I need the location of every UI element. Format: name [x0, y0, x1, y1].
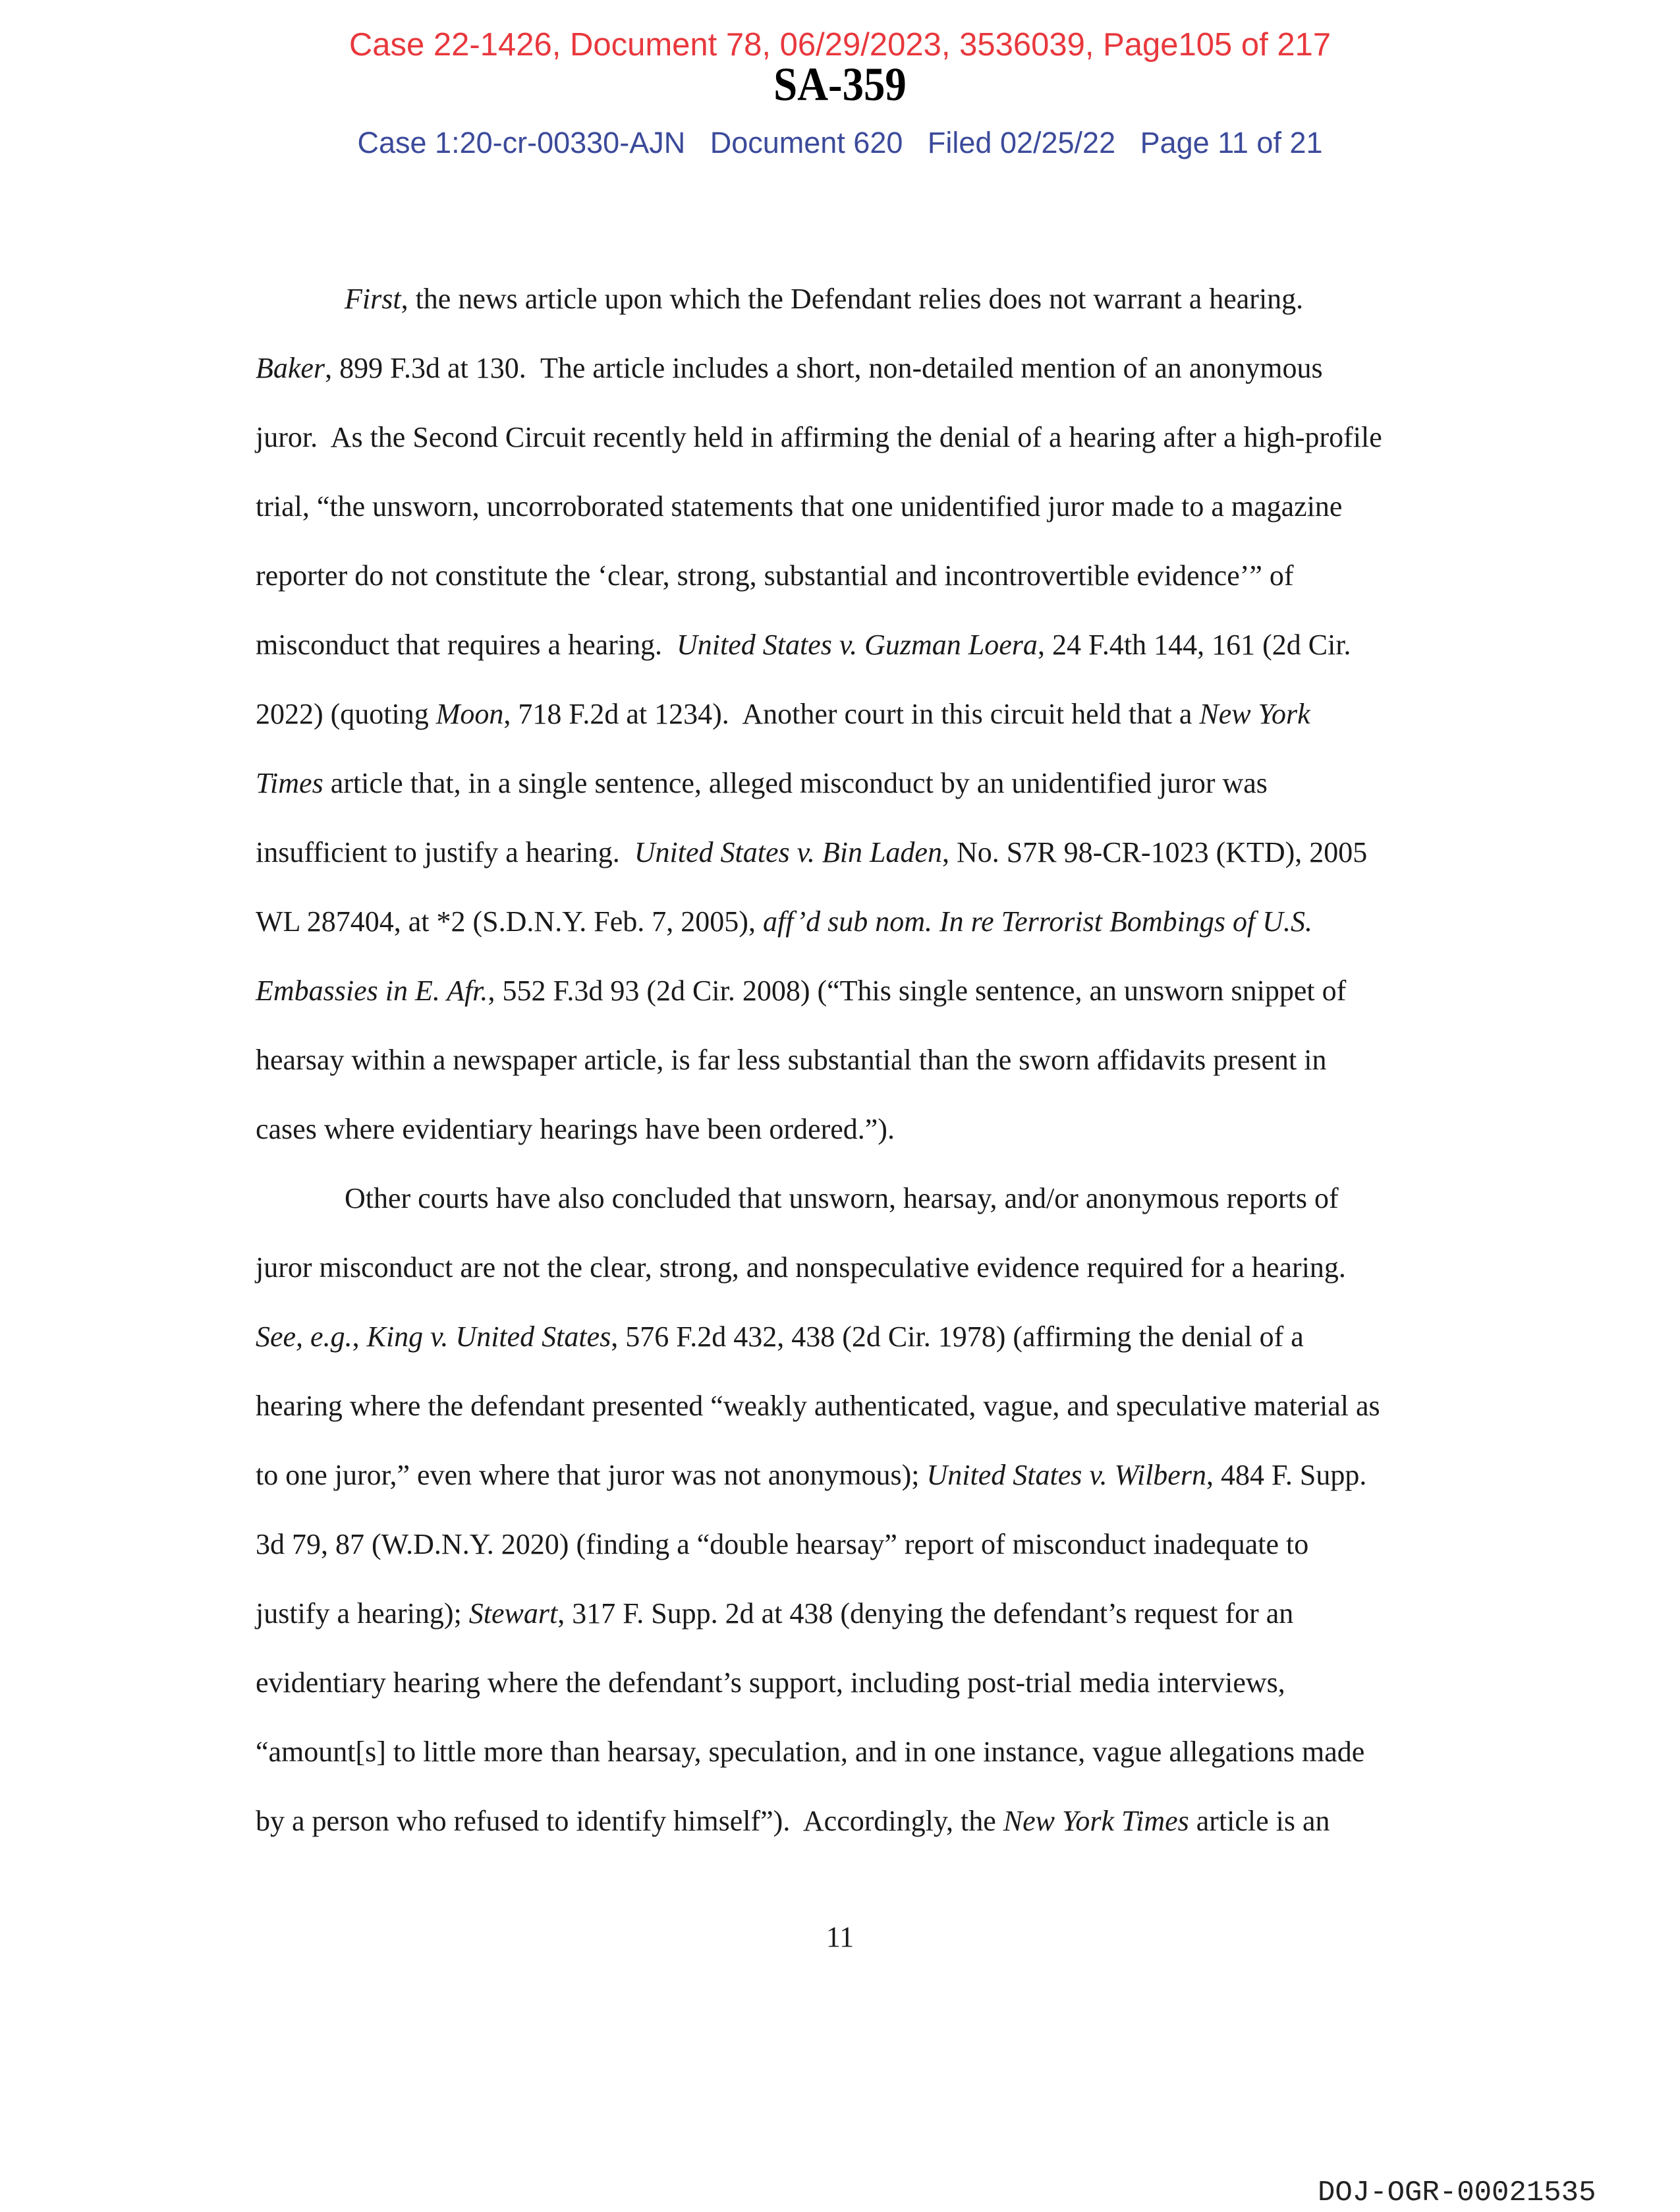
body-line — [256, 354, 1323, 383]
body-line — [256, 1599, 1293, 1628]
body-text-segment: 2022) (quoting — [256, 698, 436, 730]
body-text-segment: , 899 F.3d at 130. The article includes a short, non-detailed mention of an anonymous — [325, 352, 1323, 384]
body-line — [256, 1392, 1380, 1421]
citation-italic-text: Moon — [435, 698, 504, 730]
body-text-segment: 3d 79, 87 (W.D.N.Y. 2020) (finding a “double hearsay” report of misconduct inadequate to — [256, 1528, 1309, 1560]
citation-italic-text: Embassies in E. Afr. — [256, 975, 488, 1007]
body-line — [256, 700, 1310, 729]
body-text-segment: , the news article upon which the Defendant relies does not warrant a hearing. — [401, 283, 1304, 315]
body-text-segment: juror. As the Second Circuit recently held in affirming the denial of a hearing after a high-profile — [256, 421, 1382, 453]
body-line — [256, 492, 1342, 521]
body-text-segment: evidentiary hearing where the defendant’s support, including post-trial media interviews, — [256, 1666, 1285, 1699]
citation-italic-text: First — [345, 283, 401, 315]
body-line — [256, 423, 1382, 452]
body-text-segment: insufficient to justify a hearing. — [256, 836, 634, 868]
body-text-segment: , No. S7R 98-CR-1023 (KTD), 2005 — [941, 836, 1368, 868]
citation-italic-text: See, e.g. — [256, 1320, 352, 1353]
citation-italic-text: Times — [256, 767, 323, 799]
body-text-segment: justify a hearing); — [256, 1597, 469, 1630]
body-text-segment: , 484 F. Supp. — [1206, 1459, 1367, 1491]
citation-italic-text: New York — [1199, 698, 1310, 730]
body-text-segment: trial, “the unsworn, uncorroborated statements that one unidentified juror made to a magazine — [256, 490, 1343, 523]
body-text-segment: article is an — [1189, 1805, 1330, 1837]
body-text-segment: “amount[s] to little more than hearsay, speculation, and in one instance, vague allegations made — [256, 1736, 1365, 1768]
body-text-segment: , 576 F.2d 432, 438 (2d Cir. 1978) (affirming the denial of a — [611, 1320, 1304, 1353]
body-text-segment: reporter do not constitute the ‘clear, strong, substantial and incontrovertible evidence’” of — [256, 559, 1294, 592]
body-line — [256, 1046, 1327, 1075]
body-line — [256, 977, 1346, 1006]
body-text-segment: to one juror,” even where that juror was not anonymous); — [256, 1459, 927, 1491]
body-text-segment: , 552 F.3d 93 (2d Cir. 2008) (“This single sentence, an unsworn snippet of — [488, 975, 1347, 1007]
body-line — [256, 561, 1294, 590]
body-line — [256, 1530, 1308, 1559]
body-line — [256, 769, 1268, 798]
body-line — [256, 907, 1312, 936]
body-text-segment: hearing where the defendant presented “weakly authenticated, vague, and speculative material as — [256, 1390, 1380, 1422]
body-text-segment: , 317 F. Supp. 2d at 438 (denying the defendant’s request for an — [557, 1597, 1294, 1630]
body-line — [256, 1115, 895, 1144]
body-line — [345, 1184, 1339, 1213]
body-text-segment: , 718 F.2d at 1234). Another court in this circuit held that a — [503, 698, 1200, 730]
body-text-segment: article that, in a single sentence, alleged misconduct by an unidentified juror was — [323, 767, 1268, 799]
citation-italic-text: Baker — [256, 352, 325, 384]
body-text-segment: , — [352, 1320, 367, 1353]
citation-italic-text: United States v. Guzman Loera — [677, 629, 1038, 661]
citation-italic-text: New York Times — [1003, 1805, 1189, 1837]
citation-italic-text: Stewart — [468, 1597, 558, 1630]
citation-italic-text: United States v. Wilbern — [926, 1459, 1206, 1491]
body-text-segment: by a person who refused to identify himself”). Accordingly, the — [256, 1805, 1003, 1837]
appendix-page-label: SA-359 — [773, 58, 907, 111]
bates-number: DOJ-OGR-00021535 — [1318, 2176, 1596, 2209]
body-text-segment: , 24 F.4th 144, 161 (2d Cir. — [1037, 629, 1351, 661]
body-line — [256, 1807, 1330, 1836]
body-line — [256, 1668, 1285, 1697]
citation-italic-text: United States v. Bin Laden — [634, 836, 942, 868]
body-text-segment: hearsay within a newspaper article, is far less substantial than the sworn affidavits present in — [256, 1044, 1327, 1076]
district-case-stamp: Case 1:20-cr-00330-AJN Document 620 Filed 02/25/22 Page 11 of 21 — [357, 126, 1323, 159]
body-line — [256, 1738, 1364, 1767]
citation-italic-text: aff’d sub nom. In re Terrorist Bombings of U.S. — [762, 905, 1312, 938]
appellate-case-stamp: Case 22-1426, Document 78, 06/29/2023, 3536039, Page105 of 217 — [349, 27, 1331, 63]
citation-italic-text: King v. United States — [366, 1320, 611, 1353]
body-line — [256, 838, 1367, 867]
body-line — [256, 631, 1351, 660]
body-line — [256, 1461, 1366, 1490]
body-line — [345, 285, 1303, 314]
page-number: 11 — [826, 1921, 854, 1953]
body-line — [256, 1322, 1304, 1351]
body-text-segment: Other courts have also concluded that unsworn, hearsay, and/or anonymous reports of — [345, 1182, 1339, 1214]
body-text-segment: cases where evidentiary hearings have been ordered.”). — [256, 1113, 895, 1145]
body-text-segment: misconduct that requires a hearing. — [256, 629, 677, 661]
body-text-segment: juror misconduct are not the clear, strong, and nonspeculative evidence required for a hearing. — [256, 1251, 1346, 1284]
body-line — [256, 1253, 1346, 1282]
body-text-segment: WL 287404, at *2 (S.D.N.Y. Feb. 7, 2005), — [256, 905, 763, 938]
